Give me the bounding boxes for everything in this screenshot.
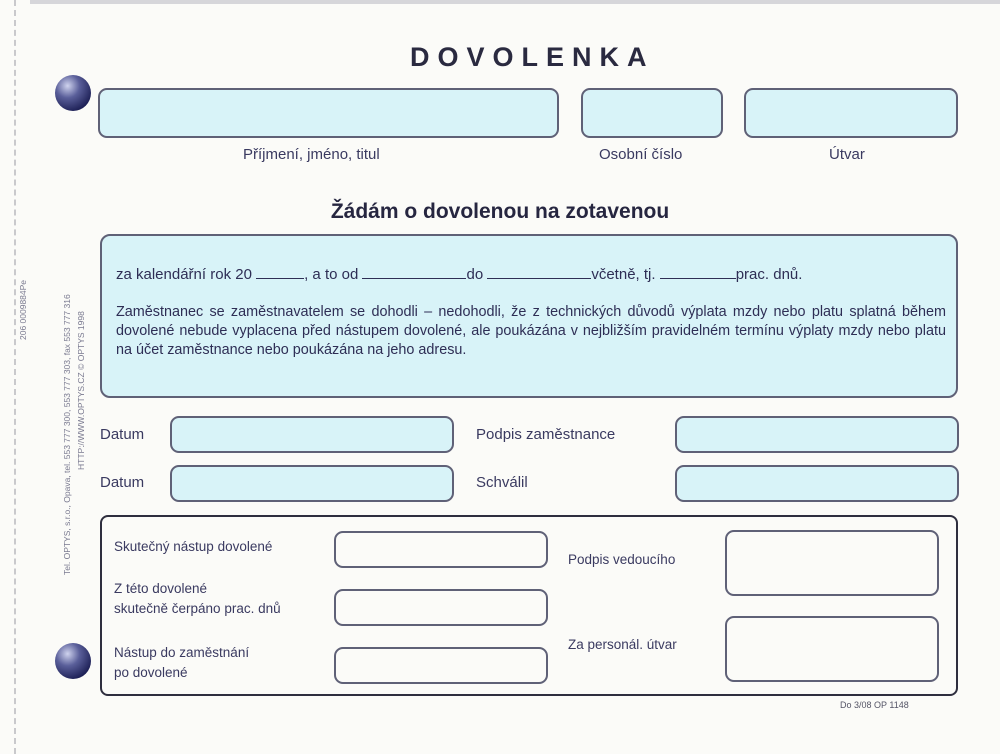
actual-start-label: Skutečný nástup dovolené bbox=[114, 539, 273, 554]
approved-field[interactable] bbox=[675, 465, 959, 502]
work-days-blank[interactable] bbox=[660, 264, 736, 279]
to-date-blank[interactable] bbox=[487, 264, 591, 279]
side-publisher: Tel. OPTYS, s.r.o., Opava, tel. 553 777 300, 553 777 303, fax 553 777 316 bbox=[62, 294, 72, 575]
department-field[interactable] bbox=[744, 88, 958, 138]
from-text: , a to od bbox=[304, 266, 359, 283]
approved-label: Schválil bbox=[476, 474, 528, 491]
date1-field[interactable] bbox=[170, 416, 454, 453]
used-days-field[interactable] bbox=[334, 589, 548, 626]
date1-label: Datum bbox=[100, 426, 145, 443]
department-label: Útvar bbox=[829, 146, 865, 163]
payment-agreement-text: Zaměstnanec se zaměstnavatelem se dohodli – nedohodli, že z technických důvodů výplata mzdy nebo platu splatná během dovolené nebude vyplacena před nástupem dovolené, ale poukázána v nejbližším pravidelném termínu výplaty mzdy nebo platu na účet zaměstnance nebo poukázána na jeho adresu. bbox=[116, 304, 946, 358]
binding-hole-top bbox=[55, 75, 91, 111]
binding-hole-bottom bbox=[55, 643, 91, 679]
personnel-label: Za personál. útvar bbox=[568, 637, 677, 652]
request-line bbox=[116, 264, 802, 283]
date2-label: Datum bbox=[100, 474, 145, 491]
employee-signature-label: Podpis zaměstnance bbox=[476, 426, 616, 443]
manager-signature-field[interactable] bbox=[725, 530, 939, 596]
request-heading: Žádám o dovolenou na zotavenou bbox=[330, 200, 670, 223]
actual-start-field[interactable] bbox=[334, 531, 548, 568]
used-days-label bbox=[114, 579, 281, 619]
return-line2: po dovolené bbox=[114, 665, 188, 680]
to-text: do bbox=[466, 266, 484, 283]
return-field[interactable] bbox=[334, 647, 548, 684]
employee-signature-field[interactable] bbox=[675, 416, 959, 453]
top-edge bbox=[30, 0, 1000, 4]
from-date-blank[interactable] bbox=[362, 264, 466, 279]
return-line1: Nástup do zaměstnání bbox=[114, 645, 250, 660]
manager-signature-label: Podpis vedoucího bbox=[568, 552, 676, 567]
return-label bbox=[114, 643, 249, 683]
side-web: HTTP://WWW.OPTYS.CZ © OPTYS 1998 bbox=[76, 311, 86, 470]
personal-number-label: Osobní číslo bbox=[599, 146, 683, 163]
completion-section bbox=[100, 515, 958, 696]
form-title: DOVOLENKA bbox=[410, 42, 655, 72]
name-label: Příjmení, jméno, titul bbox=[243, 146, 380, 163]
date2-field[interactable] bbox=[170, 465, 454, 502]
inclusive-text: včetně, tj. bbox=[591, 266, 656, 283]
form-code: Do 3/08 OP 1148 bbox=[840, 700, 909, 710]
used-days-line2: skutečně čerpáno prac. dnů bbox=[114, 601, 281, 616]
personal-number-field[interactable] bbox=[581, 88, 723, 138]
year-blank[interactable] bbox=[256, 264, 304, 279]
year-text: za kalendářní rok 20 bbox=[116, 266, 252, 283]
used-days-line1: Z této dovolené bbox=[114, 581, 208, 596]
work-days-text: prac. dnů. bbox=[735, 266, 803, 283]
request-panel bbox=[100, 234, 958, 398]
perforation-line bbox=[14, 0, 16, 754]
name-field[interactable] bbox=[98, 88, 559, 138]
side-code: 206 0009884Pe bbox=[18, 279, 28, 340]
personnel-field[interactable] bbox=[725, 616, 939, 682]
